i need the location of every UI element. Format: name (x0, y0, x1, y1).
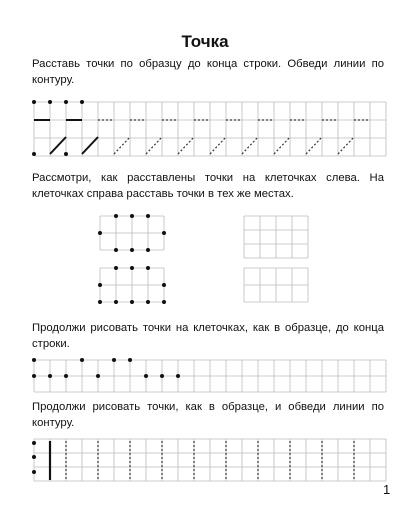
dashed-diagonal-stroke (306, 137, 322, 154)
diagonal-stroke (82, 137, 98, 154)
dot (114, 248, 118, 252)
dashed-diagonal-stroke (338, 137, 354, 154)
dot (98, 300, 102, 304)
dot (146, 266, 150, 270)
page-number: 1 (383, 482, 391, 497)
dot (48, 100, 52, 104)
dot (146, 300, 150, 304)
task-3-instruction: Продолжи рисовать точки на клеточках, как в образце, до конца строки. (32, 322, 384, 350)
dot (160, 374, 164, 378)
dot (80, 100, 84, 104)
dot (32, 455, 36, 459)
dot (32, 358, 36, 362)
dot (98, 231, 102, 235)
dot (162, 283, 166, 287)
dashed-diagonal-stroke (210, 137, 226, 154)
dot (130, 248, 134, 252)
dot (128, 358, 132, 362)
dot (98, 283, 102, 287)
dot (32, 152, 36, 156)
dot (114, 266, 118, 270)
dashed-diagonal-stroke (274, 137, 290, 154)
dashed-diagonal-stroke (114, 137, 130, 154)
dot (130, 214, 134, 218)
dot (64, 374, 68, 378)
dot (64, 100, 68, 104)
exercise-2-dot-grids (98, 214, 308, 304)
page-title: Точка (181, 32, 229, 51)
dot (146, 248, 150, 252)
dot (32, 100, 36, 104)
dot (112, 358, 116, 362)
dashed-diagonal-stroke (242, 137, 258, 154)
exercise-3-dot-row (32, 358, 386, 392)
task-4-instruction: Продолжи рисовать точки, как в образце, и обведи линии по контуру. (32, 401, 384, 429)
dot (130, 300, 134, 304)
dot (64, 152, 68, 156)
dot (32, 374, 36, 378)
exercise-1-dots-and-lines (32, 100, 386, 156)
diagonal-stroke (50, 137, 66, 154)
dot (114, 214, 118, 218)
dashed-diagonal-stroke (178, 137, 194, 154)
task-2-instruction: Рассмотри, как расставлены точки на клеточках слева. На клеточках справа расставь точки в тех же местах. (32, 172, 384, 200)
dot (32, 441, 36, 445)
dot (96, 374, 100, 378)
dot (48, 374, 52, 378)
dot (146, 214, 150, 218)
dashed-diagonal-stroke (146, 137, 162, 154)
task-1-instruction: Расставь точки по образцу до конца строки. Обведи линии по контуру. (32, 58, 384, 86)
dot (176, 374, 180, 378)
dot (114, 300, 118, 304)
dot (130, 266, 134, 270)
dot (32, 470, 36, 474)
dot (144, 374, 148, 378)
dot (162, 300, 166, 304)
dot (80, 358, 84, 362)
dot (162, 231, 166, 235)
exercise-4-vertical-lines (32, 439, 386, 481)
